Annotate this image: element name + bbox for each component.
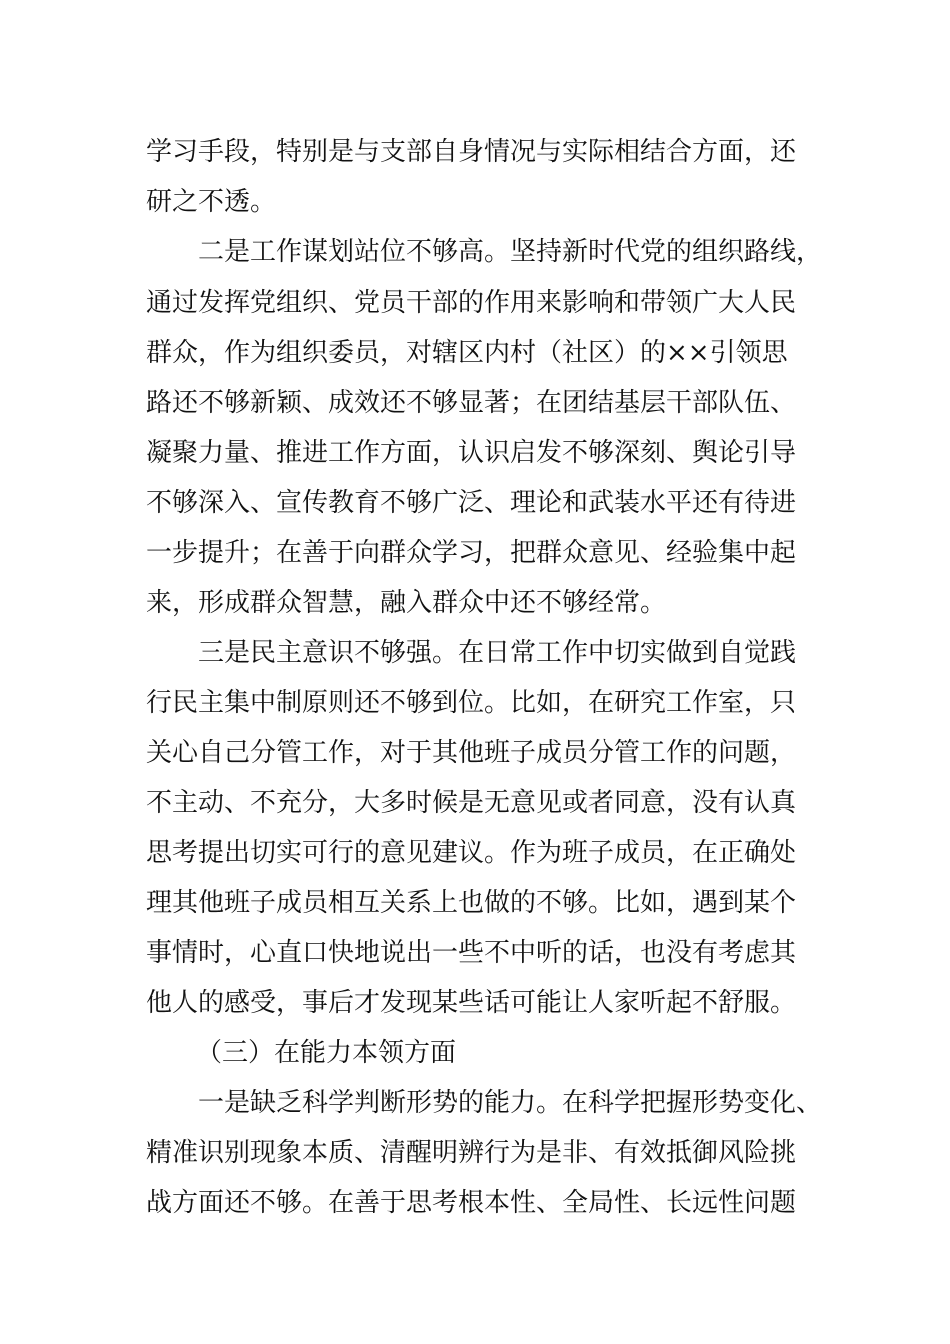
- text-line: 通过发挥党组织、党员干部的作用来影响和带领广大人民: [146, 288, 797, 318]
- text-line: 战方面还不够。在善于思考根本性、全局性、长远性问题: [146, 1188, 797, 1218]
- text-line: 群众，作为组织委员，对辖区内村（社区）的××引领思: [146, 338, 788, 368]
- text-line: 行民主集中制原则还不够到位。比如，在研究工作室，只: [146, 688, 797, 718]
- text-line: 不够深入、宣传教育不够广泛、理论和武装水平还有待进: [146, 488, 797, 518]
- text-line: 不主动、不充分，大多时候是无意见或者同意，没有认真: [146, 788, 797, 818]
- text-line: 学习手段，特别是与支部自身情况与实际相结合方面，还: [146, 137, 797, 167]
- paragraph-first-line: 三是民主意识不够强。在日常工作中切实做到自觉践: [198, 638, 797, 668]
- text-line: 精准识别现象本质、清醒明辨行为是非、有效抵御风险挑: [146, 1138, 797, 1168]
- text-line: 事情时，心直口快地说出一些不中听的话，也没有考虑其: [146, 938, 797, 968]
- text-line: 一步提升；在善于向群众学习，把群众意见、经验集中起: [146, 538, 797, 568]
- text-line: 关心自己分管工作，对于其他班子成员分管工作的问题，: [146, 738, 797, 768]
- section-heading: （三）在能力本领方面: [196, 1038, 457, 1068]
- paragraph-first-line: 二是工作谋划站位不够高。坚持新时代党的组织路线，: [198, 237, 823, 267]
- text-line: 凝聚力量、推进工作方面，认识启发不够深刻、舆论引导: [146, 438, 797, 468]
- text-line: 来，形成群众智慧，融入群众中还不够经常。: [146, 588, 667, 618]
- text-line: 路还不够新颖、成效还不够显著；在团结基层干部队伍、: [146, 388, 797, 418]
- text-line: 思考提出切实可行的意见建议。作为班子成员，在正确处: [146, 838, 797, 868]
- paragraph-first-line: 一是缺乏科学判断形势的能力。在科学把握形势变化、: [198, 1088, 823, 1118]
- text-line: 理其他班子成员相互关系上也做的不够。比如，遇到某个: [146, 888, 797, 918]
- text-line: 他人的感受，事后才发现某些话可能让人家听起不舒服。: [146, 988, 797, 1018]
- text-line: 研之不透。: [146, 187, 277, 217]
